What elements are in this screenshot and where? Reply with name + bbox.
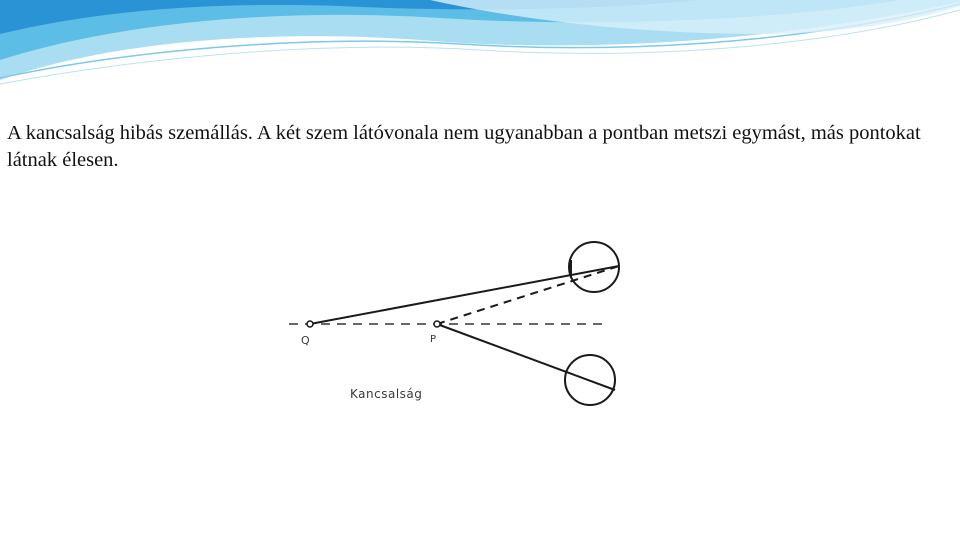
diagram-background bbox=[147, 236, 765, 418]
strabismus-diagram bbox=[147, 236, 765, 418]
diagram-caption: Kancsalság bbox=[350, 387, 423, 401]
point-q-label: Q bbox=[301, 334, 310, 347]
point-p bbox=[434, 321, 440, 327]
slide-body-text: A kancsalság hibás szemállás. A két szem látóvonala nem ugyanabban a pontban metszi egymást, más pontokat látnak élesen. bbox=[7, 122, 921, 171]
point-p-label: P bbox=[430, 334, 437, 345]
point-q bbox=[307, 321, 313, 327]
header-wave-decoration bbox=[0, 0, 960, 90]
